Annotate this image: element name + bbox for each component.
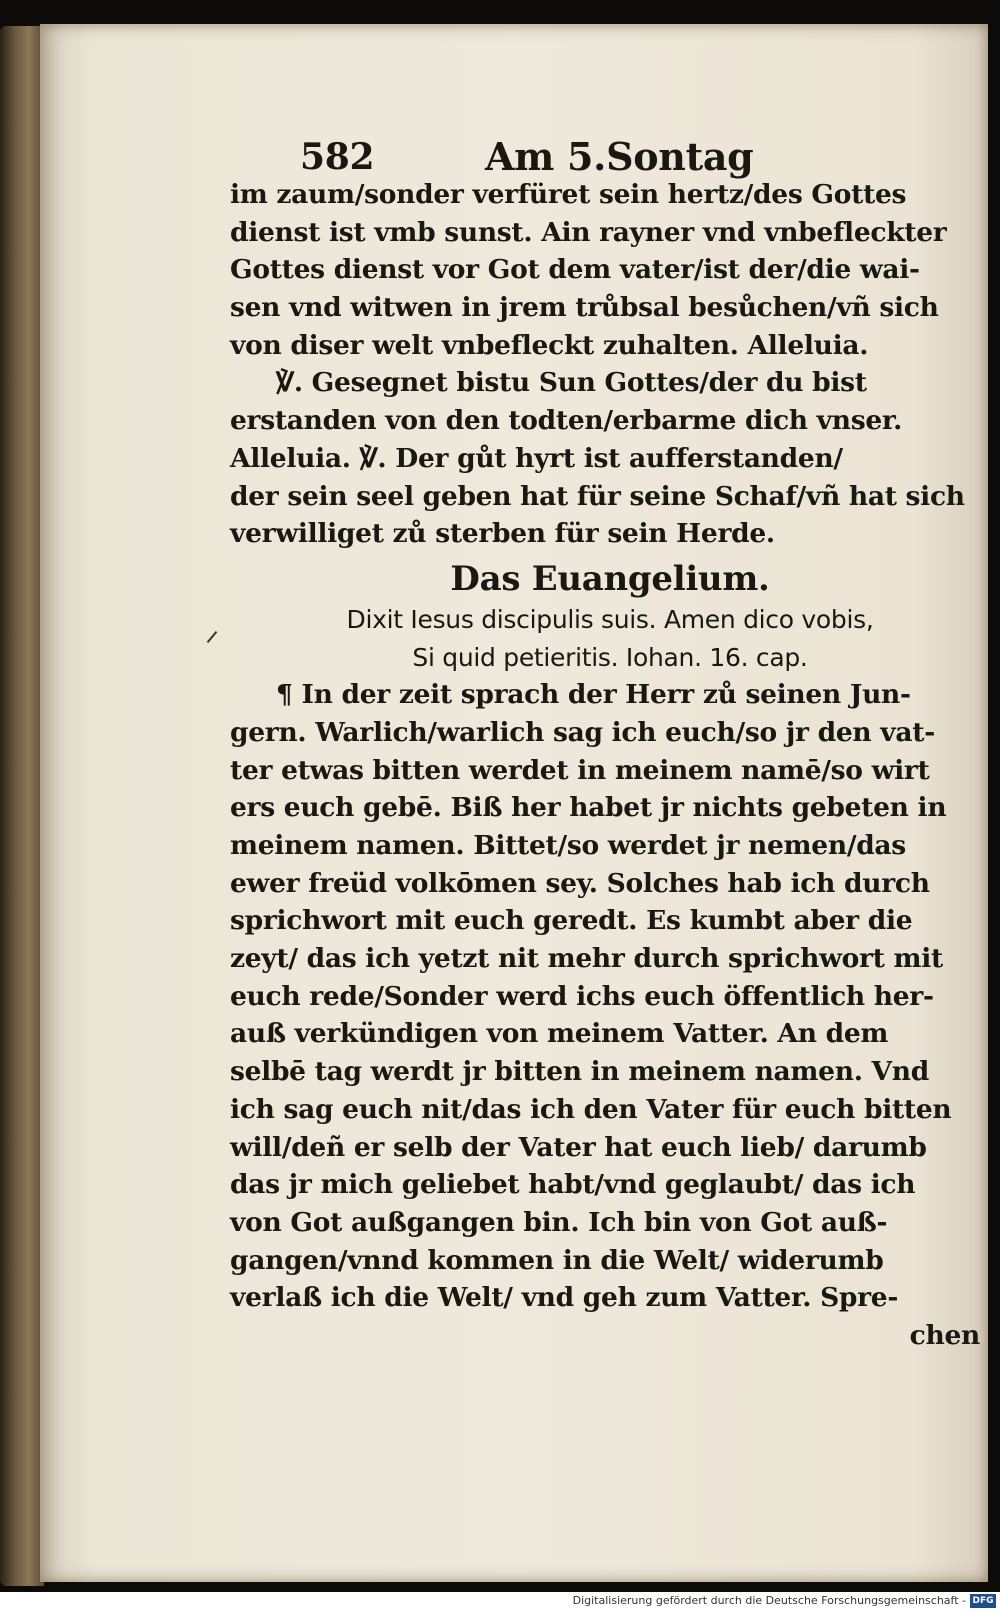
text-line: das jr mich geliebet habt/vnd geglaubt/ das ich [230, 1169, 916, 1201]
text-line: ich sag euch nit/das ich den Vater für euch bitten [230, 1093, 952, 1125]
text-line: ℣. Gesegnet bistu Sun Gottes/der du bist [276, 367, 867, 399]
dfg-logo-icon: DFG [970, 1594, 996, 1608]
latin-incipit-line: Dixit Iesus discipulis suis. Amen dico vobis, [346, 604, 874, 634]
running-title: Am 5.Sontag [485, 134, 754, 179]
section-heading: Das Euangelium. [450, 558, 770, 599]
footer-credit: Digitalisierung gefördert durch die Deutsche Forschungsgemeinschaft - [572, 1594, 966, 1607]
text-line: verlaß ich die Welt/ vnd geh zum Vatter. Spre- [230, 1282, 899, 1314]
text-line: ¶ In der zeit sprach der Herr zů seinen Jun- [276, 679, 911, 711]
text-line: von Got außgangen bin. Ich bin von Got auß- [230, 1206, 888, 1238]
text-line: erstanden von den todten/erbarme dich vnser. [230, 405, 903, 437]
text-line: dienst ist vmb sunst. Ain rayner vnd vnbefleckter [230, 216, 947, 248]
text-line: gangen/vnnd kommen in die Welt/ widerumb [230, 1244, 884, 1276]
text-block-1 [230, 176, 990, 553]
text-line: im zaum/sonder verfüret sein hertz/des Gottes [230, 179, 907, 210]
book-page [40, 24, 988, 1582]
text-line: will/deñ er selb der Vater hat euch lieb/ darumb [230, 1131, 927, 1163]
text-line: von diser welt vnbefleckt zuhalten. Alleluia. [230, 329, 869, 361]
page-text [230, 114, 990, 1355]
text-line: ewer freüd volkōmen sey. Solches hab ich durch [230, 867, 930, 899]
text-line: euch rede/Sonder werd ichs euch öffentlich her- [230, 980, 934, 1012]
text-line: ter etwas bitten werdet in meinem namē/so wirt [230, 754, 930, 786]
page-number: 582 [300, 136, 375, 178]
text-line: gern. Warlich/warlich sag ich euch/so jr den vat- [230, 716, 935, 748]
text-line: selbē tag werdt jr bitten in meinem namen. Vnd [230, 1056, 929, 1088]
text-line: sprichwort mit euch geredt. Es kumbt aber die [230, 905, 913, 937]
text-line: ers euch gebē. Biß her habet jr nichts gebeten in [230, 792, 947, 824]
text-line: auß verkündigen von meinem Vatter. An dem [230, 1018, 889, 1050]
footer-bar [0, 1592, 1000, 1611]
marginal-mark [207, 631, 218, 643]
text-block-2 [230, 676, 990, 1317]
text-line: der sein seel geben hat für seine Schaf/vñ hat sich [230, 480, 965, 512]
text-line: meinem namen. Bittet/so werdet jr nemen/das [230, 830, 906, 861]
catchword: chen [909, 1319, 980, 1351]
text-line: sen vnd witwen in jrem trůbsal besůchen/vñ sich [230, 292, 939, 324]
page-header [230, 114, 990, 179]
book-fore-edge [0, 26, 44, 1586]
text-line: verwilliget zů sterben für sein Herde. [230, 518, 775, 550]
text-line: Gottes dienst vor Got dem vater/ist der/die wai- [230, 254, 920, 286]
text-line: zeyt/ das ich yetzt nit mehr durch sprichwort mit [230, 943, 943, 975]
latin-incipit-line: Si quid petieritis. Iohan. 16. cap. [412, 642, 808, 672]
text-line: Alleluia. ℣. Der gůt hyrt ist aufferstanden/ [230, 442, 843, 474]
